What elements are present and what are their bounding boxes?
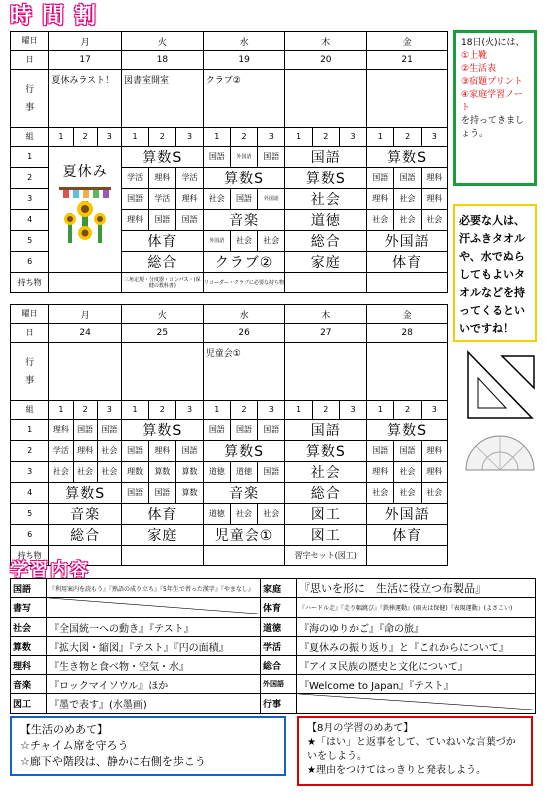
period-num: 6: [11, 252, 49, 273]
subject-cell: 社会: [97, 441, 121, 462]
class-num: 3: [339, 401, 366, 420]
diagonal-line-icon: [299, 694, 533, 710]
class-num: 1: [367, 128, 394, 147]
event-cell: [367, 70, 448, 128]
content-row: [11, 637, 536, 656]
class-num: 1: [121, 128, 148, 147]
subject-content: 『ハードル走』『走り幅跳び』『鉄棒運動』(雨天は保健)『表現運動』(よさこい): [297, 598, 536, 618]
period-num: 4: [11, 210, 49, 231]
subject-content: 『アイヌ民族の歴史と文化について』: [297, 656, 536, 675]
subject-cell: 国語: [394, 168, 421, 189]
subject-cell: 国語: [176, 441, 203, 462]
day-row: [11, 305, 448, 324]
subject-content: 『夏休みの振り返り』と『これからについて』: [297, 637, 536, 656]
label-event: [11, 70, 49, 128]
subject-cell: 国語: [258, 147, 285, 168]
subject-cell: 社会: [367, 210, 394, 231]
period-row: [11, 462, 448, 483]
subject-cell: 国語: [73, 420, 97, 441]
belongings-cell: [367, 273, 448, 293]
day-header: 水: [203, 32, 285, 51]
august-goal-item: ★「はい」と返事をして、ていねいな言葉づかいをしよう。: [307, 737, 516, 762]
label-day: 曜日: [11, 305, 49, 324]
subject-cell: 理科: [421, 189, 447, 210]
subject-label: 算数: [11, 637, 47, 656]
class-num: 3: [339, 128, 366, 147]
period-num: 1: [11, 420, 49, 441]
class-num: 3: [258, 128, 285, 147]
subject-cell: 図工: [285, 525, 367, 546]
subject-cell: 算数S: [367, 420, 448, 441]
holiday-label: 夏休み: [62, 164, 108, 180]
title-char: 割: [73, 4, 96, 29]
period-num: 5: [11, 231, 49, 252]
day-header: 月: [49, 32, 122, 51]
event-cell: [121, 343, 203, 401]
class-num: 1: [49, 128, 73, 147]
subject-cell: 理科: [421, 168, 447, 189]
subject-cell: 社会: [97, 462, 121, 483]
period-num: 2: [11, 441, 49, 462]
period-num: 3: [11, 462, 49, 483]
subject-content: [297, 694, 536, 714]
period-num: 5: [11, 504, 49, 525]
label-event: [11, 343, 49, 401]
title-char: 間: [41, 4, 64, 29]
subject-cell: 社会: [258, 231, 285, 252]
subject-cell: 理科: [49, 420, 73, 441]
subject-cell: 外国語: [367, 231, 448, 252]
page-title: [6, 4, 102, 30]
belongings-cell: [285, 273, 367, 293]
subject-cell: 算数S: [121, 147, 203, 168]
belongings-cell: [203, 546, 285, 566]
subject-cell: 音楽: [49, 504, 122, 525]
subject-cell: 音楽: [203, 483, 285, 504]
date-cell: 27: [285, 324, 367, 343]
subject-cell: 国語: [121, 483, 148, 504]
towel-message: 必要な人は、汗ふきタオルや、水でぬらしてもよいタオルなどを持ってくるといいですね！: [453, 204, 537, 342]
class-num: 1: [49, 401, 73, 420]
note-item: ④家庭学習ノート: [461, 90, 523, 113]
subject-cell: 社会: [230, 504, 257, 525]
day-header: 木: [285, 32, 367, 51]
subject-cell: 社会: [285, 189, 367, 210]
subject-content: 『思いを形に 生活に役立つ布製品』: [297, 579, 536, 598]
subject-label: 社会: [11, 618, 47, 637]
class-num: 3: [176, 128, 203, 147]
label-group: 組: [11, 128, 49, 147]
date-cell: 26: [203, 324, 285, 343]
date-cell: 25: [121, 324, 203, 343]
period-num: 4: [11, 483, 49, 504]
subject-cell: 社会: [421, 483, 447, 504]
class-num: 1: [285, 401, 312, 420]
class-num: 2: [73, 401, 97, 420]
label-event-text: 行事: [25, 84, 35, 113]
timetable-week2: [10, 304, 448, 566]
subject-cell: 体育: [121, 504, 203, 525]
life-goal-item: ☆廊下や階段は、静かに右側を歩こう: [20, 755, 206, 768]
subject-cell: 国語: [121, 189, 148, 210]
subject-cell: 国語: [203, 420, 230, 441]
subject-content: 『拡大図・縮図』『テスト』『円の面積』: [47, 637, 261, 656]
subject-label: 行事: [261, 694, 297, 714]
subject-cell: 理科: [367, 189, 394, 210]
subject-cell: 学活: [176, 168, 203, 189]
event-cell: 図書室開室: [121, 70, 203, 128]
subject-cell: 社会: [394, 462, 421, 483]
day-header: 金: [367, 305, 448, 324]
period-num: 1: [11, 147, 49, 168]
subject-cell: 総合: [49, 525, 122, 546]
label-belongings: 持ち物: [11, 546, 49, 566]
subject-content: 『利用案内を読もう』『熟語の成り立ち』『5年生で習った漢字』『やまなし』: [47, 579, 261, 598]
protractor-icon: [462, 430, 538, 474]
subject-label: 国語: [11, 579, 47, 598]
event-cell: [285, 343, 367, 401]
subject-label: 理科: [11, 656, 47, 675]
subject-cell: 学活: [121, 168, 148, 189]
august-goals-box: [297, 716, 533, 786]
subject-cell: 算数S: [285, 168, 367, 189]
subject-cell: 道徳: [230, 462, 257, 483]
subject-content: 『生き物と食べ物・空気・水』: [47, 656, 261, 675]
belongings-cell: [49, 273, 122, 293]
sunflower-illustration-icon: [55, 183, 115, 247]
subject-cell: 算数S: [285, 441, 367, 462]
content-row: [11, 598, 536, 618]
subject-cell: 社会: [49, 462, 73, 483]
subject-cell: 道徳: [203, 504, 230, 525]
content-row: [11, 656, 536, 675]
class-num: 3: [176, 401, 203, 420]
period-num: 3: [11, 189, 49, 210]
subject-cell: 算数: [176, 462, 203, 483]
timetable-week1: [10, 31, 448, 293]
label-event-text: 行事: [25, 357, 35, 386]
subject-cell: 総合: [285, 483, 367, 504]
subject-cell: 理科: [367, 462, 394, 483]
date-row: [11, 324, 448, 343]
subject-cell: 社会: [394, 483, 421, 504]
subject-cell: 学活: [149, 189, 176, 210]
label-day: 曜日: [11, 32, 49, 51]
subject-cell: 理科: [421, 441, 447, 462]
date-cell: 28: [367, 324, 448, 343]
period-row: [11, 441, 448, 462]
period-row: [11, 525, 448, 546]
day-header: 金: [367, 32, 448, 51]
subject-cell: 外国語: [367, 504, 448, 525]
subject-cell: 総合: [285, 231, 367, 252]
content-row: [11, 618, 536, 637]
subject-cell: 算数S: [203, 441, 285, 462]
august-goals-title: 【8月の学習のめあて】: [307, 723, 414, 734]
class-num: 2: [394, 128, 421, 147]
event-row: [11, 343, 448, 401]
subject-cell: 学活: [49, 441, 73, 462]
subject-cell: 国語: [121, 441, 148, 462]
note-outro: を持ってきましょう。: [461, 116, 525, 139]
subject-cell: 児童会①: [203, 525, 285, 546]
period-row: [11, 483, 448, 504]
note-item: ②生活表: [461, 64, 497, 74]
date-cell: 19: [203, 51, 285, 70]
period-row: [11, 147, 448, 168]
class-num: 1: [203, 401, 230, 420]
subject-label: 体育: [261, 598, 297, 618]
subject-label: 書写: [11, 598, 47, 618]
class-num: 1: [203, 128, 230, 147]
content-row: [11, 579, 536, 598]
subject-cell: 国語: [285, 147, 367, 168]
belongings-cell: 三角定規・分度器・コンパス・(保健の教科書): [121, 273, 203, 293]
diagonal-line-icon: [49, 598, 258, 614]
day-header: 木: [285, 305, 367, 324]
subject-cell: 社会: [73, 462, 97, 483]
subject-label: 図工: [11, 694, 47, 714]
life-goal-item: ☆チャイム席を守ろう: [20, 739, 129, 752]
life-goals-box: [10, 716, 286, 776]
subject-cell: 総合: [121, 252, 203, 273]
subject-cell: 体育: [121, 231, 203, 252]
class-num: 1: [367, 401, 394, 420]
subject-cell: 理数: [121, 462, 148, 483]
subject-cell: 算数: [176, 483, 203, 504]
date-cell: 21: [367, 51, 448, 70]
subject-cell: 社会: [230, 231, 257, 252]
subject-cell: 家庭: [121, 525, 203, 546]
class-num: 2: [394, 401, 421, 420]
subject-cell: 家庭: [285, 252, 367, 273]
event-cell: 児童会①: [203, 343, 285, 401]
subject-cell: 音楽: [203, 210, 285, 231]
day-header: 月: [49, 305, 122, 324]
class-num: 1: [121, 401, 148, 420]
subject-cell: 国語: [367, 168, 394, 189]
subject-cell: 社会: [394, 210, 421, 231]
label-date: 日: [11, 324, 49, 343]
period-num: 2: [11, 168, 49, 189]
subject-cell: 国語: [367, 441, 394, 462]
life-goals-title: 【生活のめあて】: [20, 723, 108, 736]
class-num: 2: [149, 128, 176, 147]
subject-cell: 社会: [203, 189, 230, 210]
subject-cell: 国語: [97, 420, 121, 441]
subject-cell: 社会: [394, 189, 421, 210]
subject-cell: 国語: [149, 483, 176, 504]
content-row: [11, 694, 536, 714]
august-goal-item: ★理由をつけてはっきりと発表しよう。: [307, 765, 486, 776]
subject-cell: 社会: [367, 483, 394, 504]
content-row: [11, 675, 536, 694]
class-num: 3: [421, 401, 447, 420]
class-num: 3: [421, 128, 447, 147]
period-row: [11, 420, 448, 441]
event-cell: クラブ②: [203, 70, 285, 128]
study-content-table: [10, 578, 536, 714]
subject-cell: 算数S: [121, 420, 203, 441]
set-square-icon: [462, 348, 538, 422]
subject-cell: 理科: [421, 462, 447, 483]
subject-cell: 算数S: [49, 483, 122, 504]
subject-content: 『海のゆりかご』『命の旅』: [297, 618, 536, 637]
subject-cell: 国語: [230, 189, 257, 210]
subject-cell: 国語: [394, 441, 421, 462]
class-num: 2: [312, 401, 339, 420]
subject-cell: 理科: [73, 441, 97, 462]
subject-cell: 算数: [149, 462, 176, 483]
subject-label: 総合: [261, 656, 297, 675]
subject-cell: 理科: [176, 189, 203, 210]
subject-cell: クラブ②: [203, 252, 285, 273]
mon-holiday: [49, 147, 122, 273]
class-num: 2: [73, 128, 97, 147]
class-num: 3: [97, 401, 121, 420]
date-cell: 17: [49, 51, 122, 70]
event-cell: [49, 343, 122, 401]
subject-cell: 社会: [258, 504, 285, 525]
note-item: ③宿題プリント: [461, 77, 523, 87]
subject-cell: 外国語: [258, 189, 285, 210]
subject-label: 道徳: [261, 618, 297, 637]
subject-cell: 道徳: [285, 210, 367, 231]
belongings-cell: [367, 546, 448, 566]
class-num: 3: [97, 128, 121, 147]
date-cell: 18: [121, 51, 203, 70]
period-row: [11, 504, 448, 525]
subject-cell: 社会: [285, 462, 367, 483]
note-intro: 18日(火)には、: [461, 38, 525, 48]
class-num: 1: [285, 128, 312, 147]
subject-cell: 社会: [421, 210, 447, 231]
date-row: [11, 51, 448, 70]
study-content-title: 学習内容: [10, 560, 90, 581]
subject-cell: 理科: [121, 210, 148, 231]
subject-label: 家庭: [261, 579, 297, 598]
subject-content: 『墨で表す』(水墨画): [47, 694, 261, 714]
note-item: ①上靴: [461, 51, 488, 61]
belongings-cell: [121, 546, 203, 566]
subject-cell: 体育: [367, 252, 448, 273]
belongings-cell: 習字セット(図工): [285, 546, 367, 566]
subject-cell: 図工: [285, 504, 367, 525]
subject-label: 音楽: [11, 675, 47, 694]
subject-cell: 国語: [176, 210, 203, 231]
subject-cell: 国語: [230, 420, 257, 441]
reminder-note: [453, 30, 537, 186]
group-row: [11, 401, 448, 420]
subject-cell: 理科: [149, 168, 176, 189]
subject-cell: 外国語: [203, 231, 230, 252]
subject-cell: 体育: [367, 525, 448, 546]
subject-content: [47, 598, 261, 618]
date-cell: 24: [49, 324, 122, 343]
period-num: 6: [11, 525, 49, 546]
subject-cell: 理科: [149, 441, 176, 462]
subject-cell: 外国語: [230, 147, 257, 168]
class-num: 2: [149, 401, 176, 420]
subject-label: 外国語: [261, 675, 297, 694]
event-cell: [285, 70, 367, 128]
class-num: 2: [312, 128, 339, 147]
subject-cell: 算数S: [367, 147, 448, 168]
belongings-row: [11, 273, 448, 293]
subject-cell: 国語: [203, 147, 230, 168]
label-group: 組: [11, 401, 49, 420]
subject-cell: 算数S: [203, 168, 285, 189]
subject-cell: 国語: [258, 462, 285, 483]
class-num: 2: [230, 128, 257, 147]
subject-cell: 国語: [285, 420, 367, 441]
day-header: 火: [121, 305, 203, 324]
class-num: 2: [230, 401, 257, 420]
title-char: 時: [9, 4, 32, 29]
subject-content: 『ロックマイソウル』ほか: [47, 675, 261, 694]
subject-content: 『Welcome to Japan』『テスト』: [297, 675, 536, 694]
subject-cell: 道徳: [203, 462, 230, 483]
label-belongings: 持ち物: [11, 273, 49, 293]
date-cell: 20: [285, 51, 367, 70]
subject-cell: 国語: [149, 210, 176, 231]
event-cell: 夏休みラスト！: [49, 70, 122, 128]
day-header: 火: [121, 32, 203, 51]
class-num: 3: [258, 401, 285, 420]
event-row: [11, 70, 448, 128]
subject-content: 『全国統一への動き』『テスト』: [47, 618, 261, 637]
day-header: 水: [203, 305, 285, 324]
event-cell: [367, 343, 448, 401]
belongings-cell: リコーダー・クラブに必要な持ち物: [203, 273, 285, 293]
day-row: [11, 32, 448, 51]
subject-cell: 国語: [258, 420, 285, 441]
label-date: 日: [11, 51, 49, 70]
subject-label: 学活: [261, 637, 297, 656]
group-row: [11, 128, 448, 147]
